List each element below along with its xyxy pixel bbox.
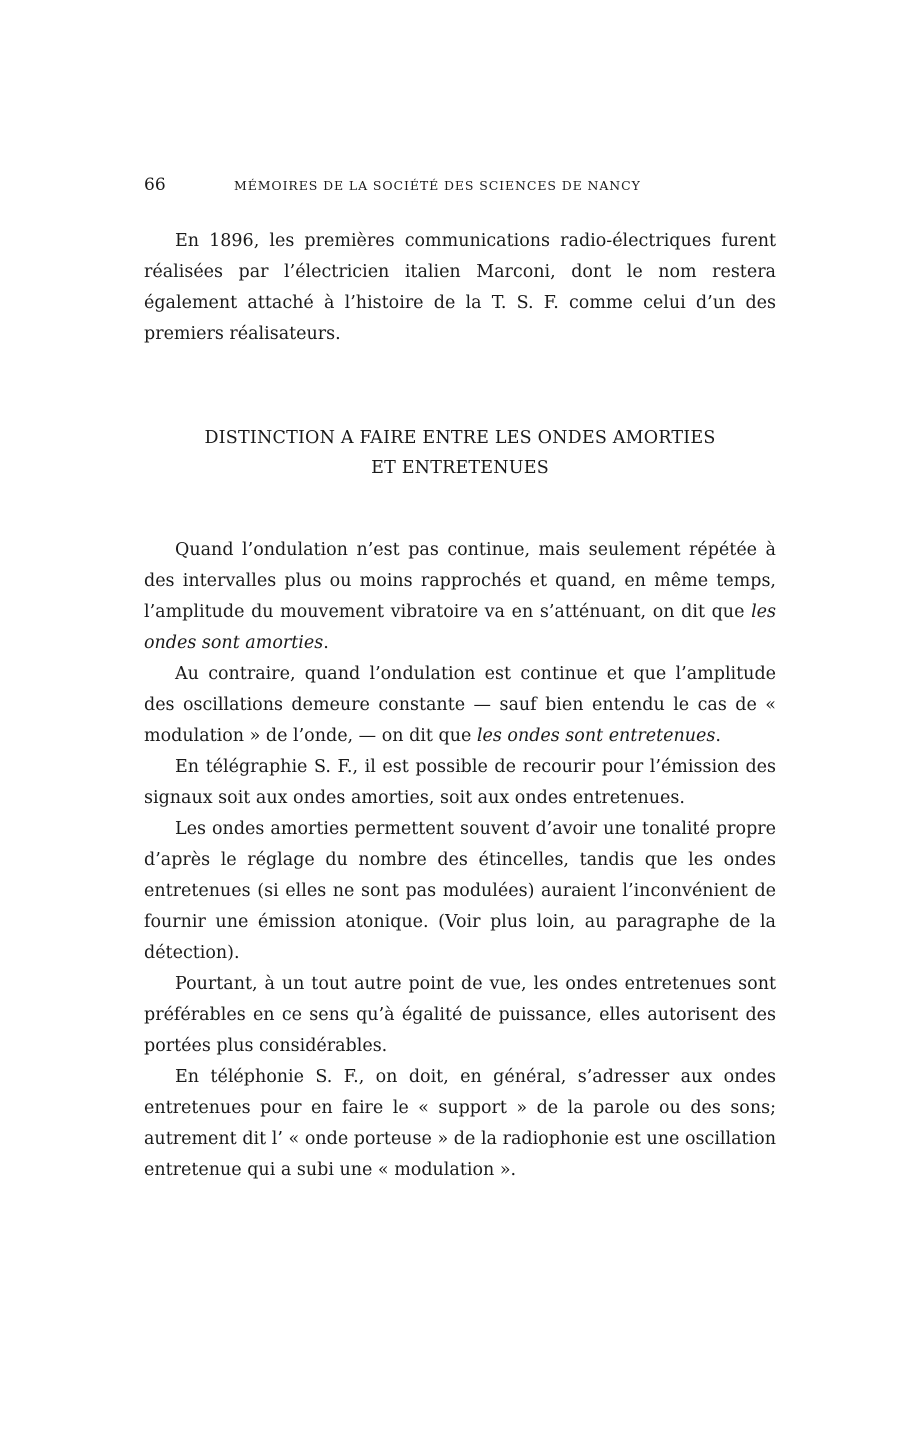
- section-heading: [144, 423, 776, 483]
- paragraph-range: Pourtant, à un tout autre point de vue, les ondes entretenues sont préférables en ce sens qu’à égalité de puissance, elles autorisent des portées plus considérables.: [144, 974, 776, 1056]
- section-heading-line-2: ET ENTRETENUES: [371, 458, 549, 478]
- emphasis-text: les ondes sont entretenues: [476, 726, 716, 746]
- paragraph-end: .: [323, 633, 329, 653]
- intro-paragraph: En 1896, les premières communications radio-électriques furent réalisées par l’électricien italien Marconi, dont le nom restera également attaché à l’histoire de la T. S. F. comme celui d’un des premiers réalisateurs.: [144, 231, 776, 344]
- section-heading-line-1: DISTINCTION A FAIRE ENTRE LES ONDES AMORTIES: [204, 428, 716, 448]
- paragraph-damped-waves: [144, 535, 776, 659]
- section-body: [144, 535, 776, 1186]
- page-number: 66: [144, 175, 166, 195]
- journal-title: MÉMOIRES DE LA SOCIÉTÉ DES SCIENCES DE NANCY: [234, 178, 641, 193]
- running-header: [144, 175, 784, 199]
- intro-section: [144, 226, 776, 350]
- paragraph-text: Au contraire, quand l’ondulation est continue et que l’amplitude des oscillations demeure constante — sauf bien entendu le cas de « modulation » de l’onde, — on dit que: [144, 664, 776, 746]
- paragraph-continuous-waves: [144, 659, 776, 752]
- paragraph-telegraphy: En télégraphie S. F., il est possible de recourir pour l’émission des signaux soit aux ondes amorties, soit aux ondes entretenues.: [144, 757, 776, 808]
- emphasis-text: les ondes sont amorties: [144, 602, 776, 653]
- paragraph-tonality: Les ondes amorties permettent souvent d’avoir une tonalité propre d’après le réglage du nombre des étincelles, tandis que les ondes entretenues (si elles ne sont pas modulées) auraient l’inconvénient de fournir une émission atonique. (Voir plus loin, au paragraphe de la détection).: [144, 819, 776, 963]
- paragraph-text: Quand l’ondulation n’est pas continue, mais seulement répétée à des intervalles plus ou moins rapprochés et quand, en même temps, l’amplitude du mouvement vibratoire va en s’atténuant, on dit que: [144, 540, 776, 622]
- paragraph-end: .: [715, 726, 721, 746]
- paragraph-telephony: En téléphonie S. F., on doit, en général, s’adresser aux ondes entretenues pour en faire le « support » de la parole ou des sons; autrement dit l’ « onde porteuse » de la radiophonie est une oscillation entretenue qui a subi une « modulation ».: [144, 1067, 776, 1180]
